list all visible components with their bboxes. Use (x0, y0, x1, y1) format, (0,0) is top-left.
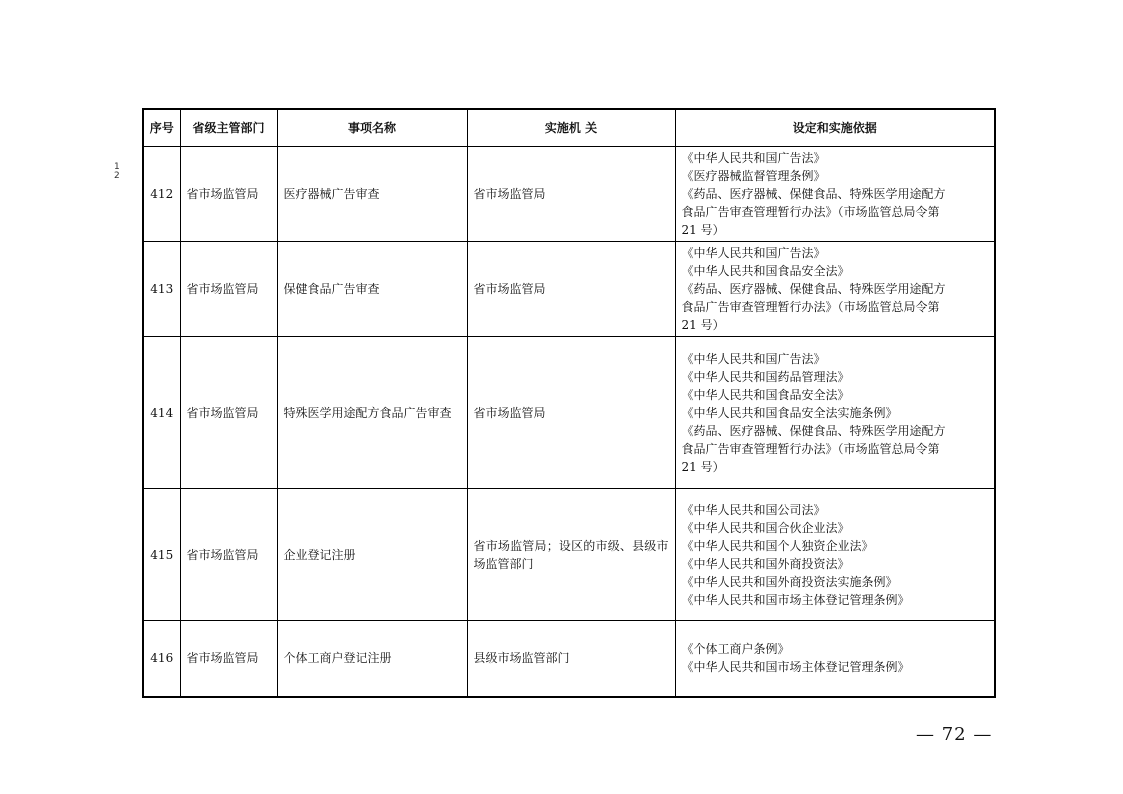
row-org: 省市场监管局；设区的市级、县级市场监管部门 (467, 489, 675, 621)
basis-line: 《中华人民共和国合伙企业法》 (681, 520, 850, 535)
side-margin-mark (114, 163, 120, 181)
row-dept: 省市场监管局 (180, 489, 277, 621)
row-basis (675, 147, 995, 242)
row-seq: 413 (143, 242, 180, 337)
row-item: 企业登记注册 (277, 489, 467, 621)
row-dept: 省市场监管局 (180, 337, 277, 489)
basis-line: 《医疗器械监督管理条例》 (681, 169, 826, 183)
table-row (143, 242, 995, 337)
header-item: 事项名称 (277, 109, 467, 147)
row-dept: 省市场监管局 (180, 147, 277, 242)
basis-line: 《药品、医疗器械、保健食品、特殊医学用途配方 (681, 282, 946, 296)
row-org: 省市场监管局 (467, 337, 675, 489)
row-org: 县级市场监管部门 (467, 621, 675, 697)
approval-items-table (142, 108, 996, 698)
basis-line: 《个体工商户条例》 (681, 642, 790, 657)
basis-line: 《中华人民共和国个人独资企业法》 (681, 538, 874, 553)
row-basis (675, 242, 995, 337)
table-row (143, 337, 995, 489)
basis-line: 21 号） (681, 318, 725, 332)
basis-line: 《中华人民共和国食品安全法》 (681, 387, 850, 402)
side-mark-char: 1 (114, 162, 120, 172)
table-row (143, 147, 995, 242)
row-item: 保健食品广告审查 (277, 242, 467, 337)
header-basis: 设定和实施依据 (675, 109, 995, 147)
basis-line: 食品广告审查管理暂行办法》（市场监管总局令第 (681, 441, 940, 456)
basis-line: 食品广告审查管理暂行办法》（市场监管总局令第 (681, 205, 940, 219)
row-basis (675, 489, 995, 621)
table-header-row (143, 109, 995, 147)
basis-line: 《中华人民共和国市场主体登记管理条例》 (681, 592, 910, 607)
basis-line: 《中华人民共和国市场主体登记管理条例》 (681, 660, 910, 675)
basis-line: 21 号） (681, 459, 725, 474)
row-item: 医疗器械广告审查 (277, 147, 467, 242)
row-seq: 412 (143, 147, 180, 242)
basis-line: 《中华人民共和国广告法》 (681, 351, 826, 366)
header-org: 实施机 关 (467, 109, 675, 147)
row-basis (675, 621, 995, 697)
basis-line: 《药品、医疗器械、保健食品、特殊医学用途配方 (681, 423, 946, 438)
table-row (143, 489, 995, 621)
row-dept: 省市场监管局 (180, 242, 277, 337)
basis-line: 《中华人民共和国广告法》 (681, 246, 826, 260)
basis-line: 《中华人民共和国药品管理法》 (681, 369, 850, 384)
side-mark-char: 2 (114, 171, 120, 181)
row-dept: 省市场监管局 (180, 621, 277, 697)
row-item: 特殊医学用途配方食品广告审查 (277, 337, 467, 489)
basis-line: 《中华人民共和国食品安全法》 (681, 264, 850, 278)
basis-line: 《中华人民共和国公司法》 (681, 502, 826, 517)
basis-line: 《药品、医疗器械、保健食品、特殊医学用途配方 (681, 187, 946, 201)
row-org: 省市场监管局 (467, 242, 675, 337)
basis-line: 《中华人民共和国外商投资法实施条例》 (681, 574, 898, 589)
table-row (143, 621, 995, 697)
basis-line: 《中华人民共和国外商投资法》 (681, 556, 850, 571)
row-basis (675, 337, 995, 489)
page-number: — 72 — (916, 724, 993, 745)
row-item: 个体工商户登记注册 (277, 621, 467, 697)
header-dept: 省级主管部门 (180, 109, 277, 147)
basis-line: 食品广告审查管理暂行办法》（市场监管总局令第 (681, 300, 940, 314)
row-org: 省市场监管局 (467, 147, 675, 242)
basis-line: 21 号） (681, 223, 725, 237)
row-seq: 416 (143, 621, 180, 697)
basis-line: 《中华人民共和国广告法》 (681, 151, 826, 165)
basis-line: 《中华人民共和国食品安全法实施条例》 (681, 405, 898, 420)
row-seq: 414 (143, 337, 180, 489)
row-seq: 415 (143, 489, 180, 621)
header-seq: 序号 (143, 109, 180, 147)
